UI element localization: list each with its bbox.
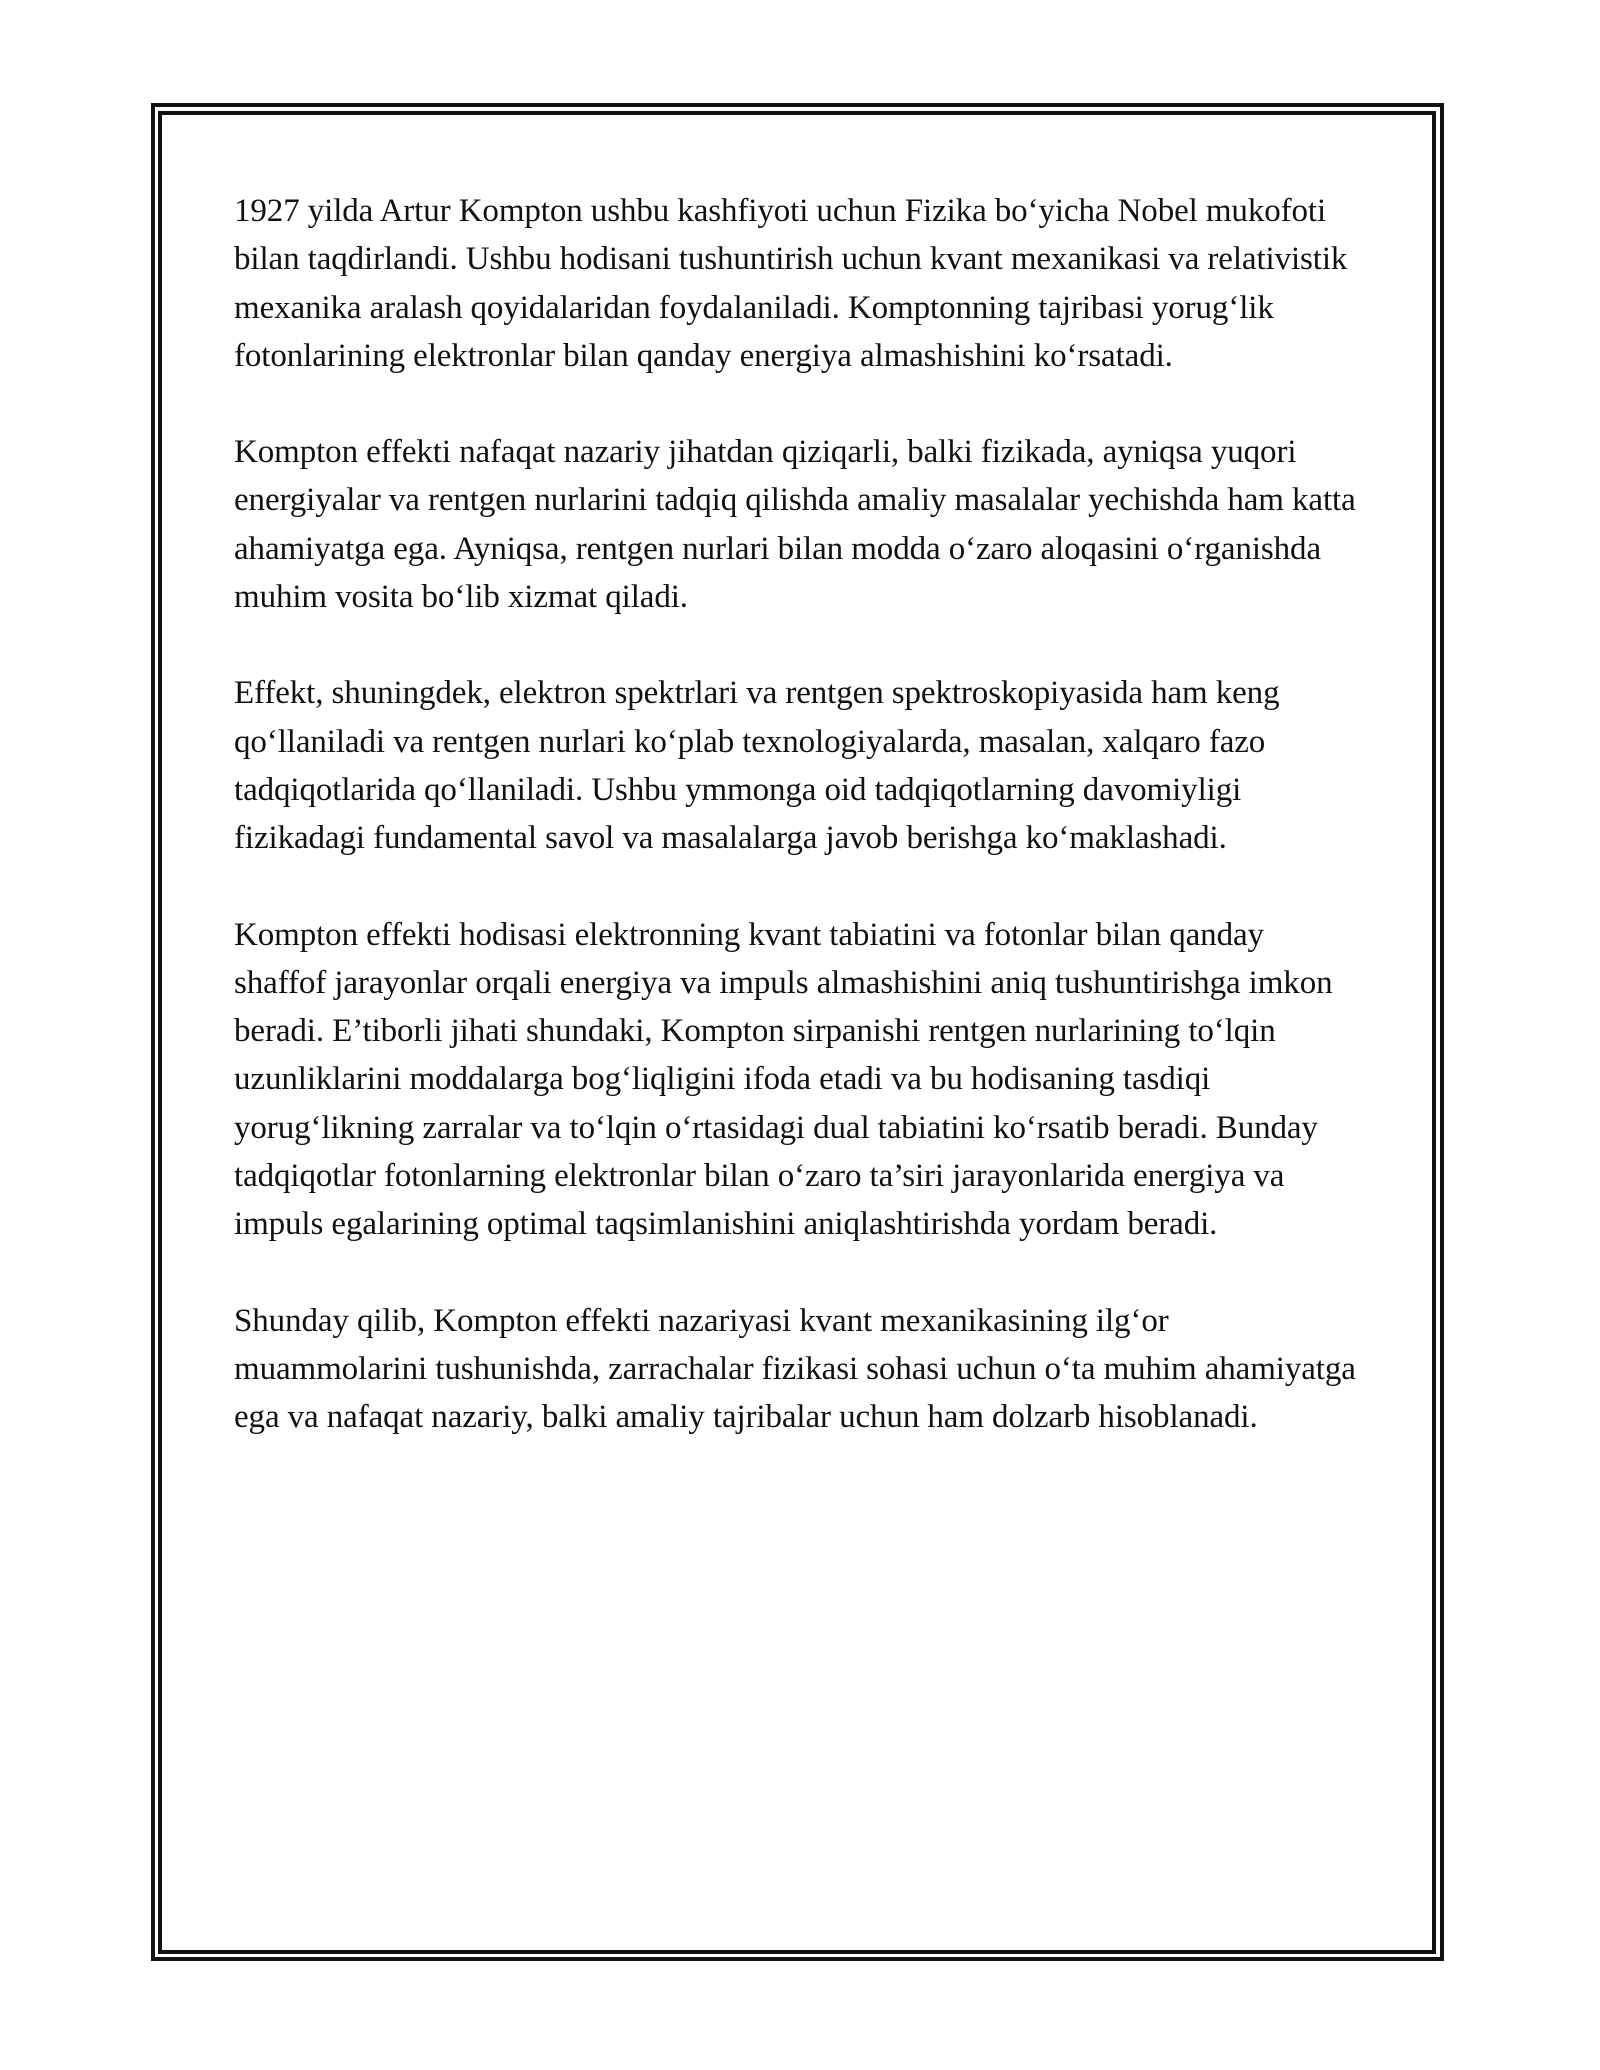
paragraph-2: Kompton effekti nafaqat nazariy jihatdan qiziqarli, balki fizikada, ayniqsa yuqori energiyalar va rentgen nurlarini tadqiq qilishda amaliy masalalar yechishda ham katta ahamiyatga ega. Ayniqsa, rentgen nurlari bilan modda o‘zaro aloqasini o‘rganishda muhim vosita bo‘lib xizmat qiladi. [234,434,1356,616]
paragraph-4: Kompton effekti hodisasi elektronning kvant tabiatini va fotonlar bilan qanday shaffof jarayonlar orqali energiya va impuls almashishini aniq tushuntirishga imkon beradi. E’tiborli jihati shundaki, Kompton sirpanishi rentgen nurlarining to‘lqin uzunliklarini moddalarga bog‘liqligini ifoda etadi va bu hodisaning tasdiqi yorug‘likning zarralar va to‘lqin o‘rtasidagi dual tabiatini ko‘rsatib beradi. Bunday tadqiqotlar fotonlarning elektronlar bilan o‘zaro ta’siri jarayonlarida energiya va impuls egalarining optimal taqsimlanishini aniqlashtirishda yordam beradi. [234,916,1333,1243]
paragraph-5: Shunday qilib, Kompton effekti nazariyasi kvant mexanikasining ilg‘or muammolarini tushunishda, zarrachalar fizikasi sohasi uchun o‘ta muhim ahamiyatga ega va nafaqat nazariy, balki amaliy tajribalar uchun ham dolzarb hisoblanadi. [234,1302,1356,1436]
paragraph-3: Effekt, shuningdek, elektron spektrlari va rentgen spektroskopiyasida ham keng qo‘llaniladi va rentgen nurlari ko‘plab texnologiyalarda, masalan, xalqaro fazo tadqiqotlarida qo‘llaniladi. Ushbu ymmonga oid tadqiqotlarning davomiyligi fizikadagi fundamental savol va masalalarga javob berishga ko‘maklashadi. [234,675,1280,857]
document-body [234,187,1364,1490]
paragraph-1: 1927 yilda Artur Kompton ushbu kashfiyoti uchun Fizika bo‘yicha Nobel mukofoti bilan taqdirlandi. Ushbu hodisani tushuntirish uchun kvant mexanikasi va relativistik mexanika aralash qoyidalaridan foydalaniladi. Komptonning tajribasi yorug‘lik fotonlarining elektronlar bilan qanday energiya almashishini ko‘rsatadi. [234,193,1348,374]
